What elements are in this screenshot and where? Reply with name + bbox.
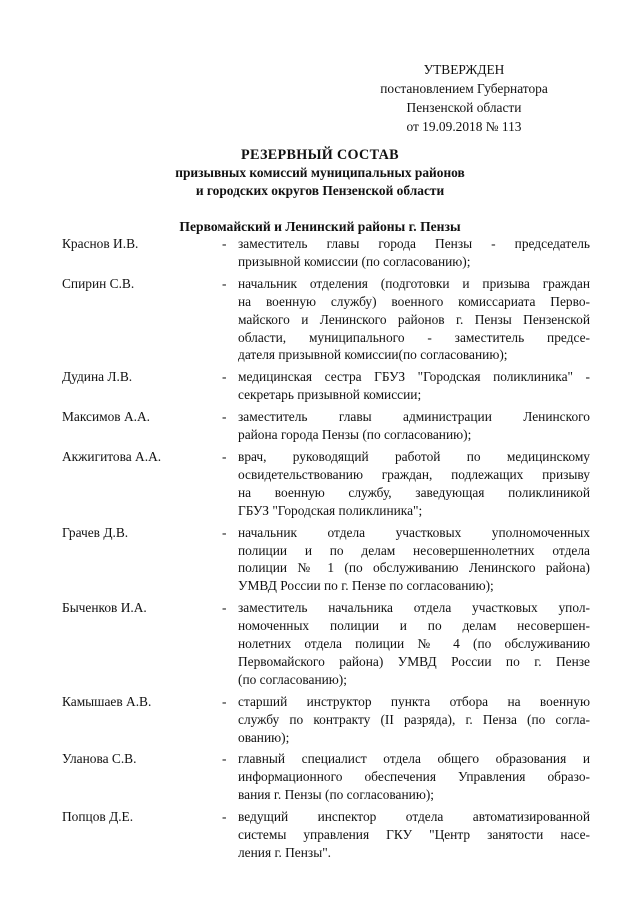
member-role <box>238 808 590 862</box>
title-main: РЕЗЕРВНЫЙ СОСТАВ <box>241 147 399 163</box>
member-name: Краснов И.В. <box>62 236 139 251</box>
member-role <box>238 448 590 520</box>
section-heading: Первомайский и Ленинский районы г. Пензы <box>179 219 461 234</box>
member-dash: - <box>222 236 227 251</box>
member-row <box>62 693 590 747</box>
document-title <box>0 146 640 200</box>
member-role-line: главный специалист отдела общего образования и <box>238 751 590 767</box>
member-row <box>62 275 590 365</box>
member-role-line: секретарь призывной комиссии; <box>238 387 422 403</box>
member-role-line: УМВД России по г. Пензе по согласованию); <box>238 578 494 594</box>
member-role <box>238 599 590 689</box>
member-name: Акжигитова А.А. <box>62 448 162 464</box>
member-role-line: (по согласованию); <box>238 671 347 687</box>
member-role-line: Первомайского района) УМВД России по г. Пензе <box>238 653 590 669</box>
member-name: Попцов Д.Е. <box>62 809 134 825</box>
member-role-line: номоченных полиции и по делам несовершен- <box>238 618 590 634</box>
member-role-line: полиции и по делам несовершеннолетних отдела <box>238 542 590 558</box>
member-role <box>238 524 590 596</box>
member-name: Максимов А.А. <box>62 409 151 425</box>
member-role-line: освидетельствованию граждан, подлежащих призыву <box>238 466 590 482</box>
member-role-line: ления г. Пензы". <box>238 845 332 860</box>
member-role-line: на военную службу, заведующая поликлиникой <box>238 484 590 500</box>
member-list <box>62 235 590 866</box>
approval-region: Пензенской области <box>406 100 522 115</box>
member-dash: - <box>222 809 227 825</box>
member-dash: - <box>222 275 227 291</box>
approval-block <box>354 60 574 136</box>
member-row <box>62 524 590 596</box>
member-role-line: врач, руководящий работой по медицинскому <box>238 448 590 464</box>
member-role <box>238 750 590 804</box>
member-dash: - <box>222 693 227 709</box>
member-role-line: майского и Ленинского районов г. Пензы Пензенской <box>238 311 590 327</box>
member-role-line: старший инструктор пункта отбора на военную <box>238 693 590 709</box>
title-subtitle-line-2: и городских округов Пензенской области <box>195 183 445 198</box>
member-row <box>62 750 590 804</box>
member-role-line: призывной комиссии (по согласованию); <box>238 253 471 269</box>
member-role-line: вания г. Пензы (по согласованию); <box>238 787 435 803</box>
member-role <box>238 408 590 444</box>
member-name: Быченков И.А. <box>62 600 147 616</box>
member-role-line: заместитель начальника отдела участковых упол- <box>238 600 590 616</box>
member-row <box>62 368 590 404</box>
member-role-line: начальник отделения (подготовки и призыва граждан <box>238 275 590 291</box>
member-role-line: ГБУЗ "Городская поликлиника"; <box>238 502 423 518</box>
member-row <box>62 599 590 689</box>
member-name: Спирин С.В. <box>62 275 135 291</box>
member-dash: - <box>222 448 227 464</box>
member-dash: - <box>222 524 227 540</box>
approval-decree: постановлением Губернатора <box>380 81 548 96</box>
member-dash: - <box>222 409 227 425</box>
title-subtitle-line-1: призывных комиссий муниципальных районов <box>175 165 465 180</box>
member-row <box>62 808 590 862</box>
member-role-line: ованию); <box>238 729 290 745</box>
member-role-line: области, муниципального - заместитель предсе- <box>238 329 590 345</box>
member-dash: - <box>222 369 227 385</box>
member-role-line: начальник отдела участковых уполномоченных <box>238 524 590 540</box>
member-name: Уланова С.В. <box>62 751 137 767</box>
member-role-line: ведущий инспектор отдела автоматизированной <box>238 809 590 825</box>
member-name: Грачев Д.В. <box>62 524 129 540</box>
member-role <box>238 235 590 271</box>
member-role-line: медицинская сестра ГБУЗ "Городская поликлиника" - <box>238 369 590 385</box>
member-role-line: нолетних отдела полиции № 4 (по обслуживанию <box>238 636 590 652</box>
approval-date-number: от 19.09.2018 № 113 <box>406 119 522 134</box>
member-role <box>238 275 590 365</box>
member-role-line: системы управления ГКУ "Центр занятости насе- <box>238 827 590 843</box>
member-role <box>238 368 590 404</box>
member-row <box>62 235 590 271</box>
member-role-line: службу по контракту (II разряда), г. Пенза (по согла- <box>238 711 590 727</box>
member-role-line: заместитель главы города Пензы - председатель <box>238 236 590 251</box>
member-role-line: заместитель главы администрации Ленинского <box>238 409 590 425</box>
approval-status: УТВЕРЖДЕН <box>423 62 505 77</box>
member-role-line: дателя призывной комиссии(по согласованию); <box>238 347 508 363</box>
member-row <box>62 448 590 520</box>
member-dash: - <box>222 751 227 767</box>
member-dash: - <box>222 600 227 616</box>
member-name: Камышаев А.В. <box>62 693 152 709</box>
member-role-line: информационного обеспечения Управления образо- <box>238 769 590 785</box>
member-role <box>238 693 590 747</box>
member-role-line: полиции № 1 (по обслуживанию Ленинского района) <box>238 560 590 576</box>
member-row <box>62 408 590 444</box>
member-role-line: на военную службу) военного комиссариата Перво- <box>238 293 590 309</box>
member-name: Дудина Л.В. <box>62 369 133 385</box>
member-role-line: района города Пензы (по согласованию); <box>238 427 472 443</box>
